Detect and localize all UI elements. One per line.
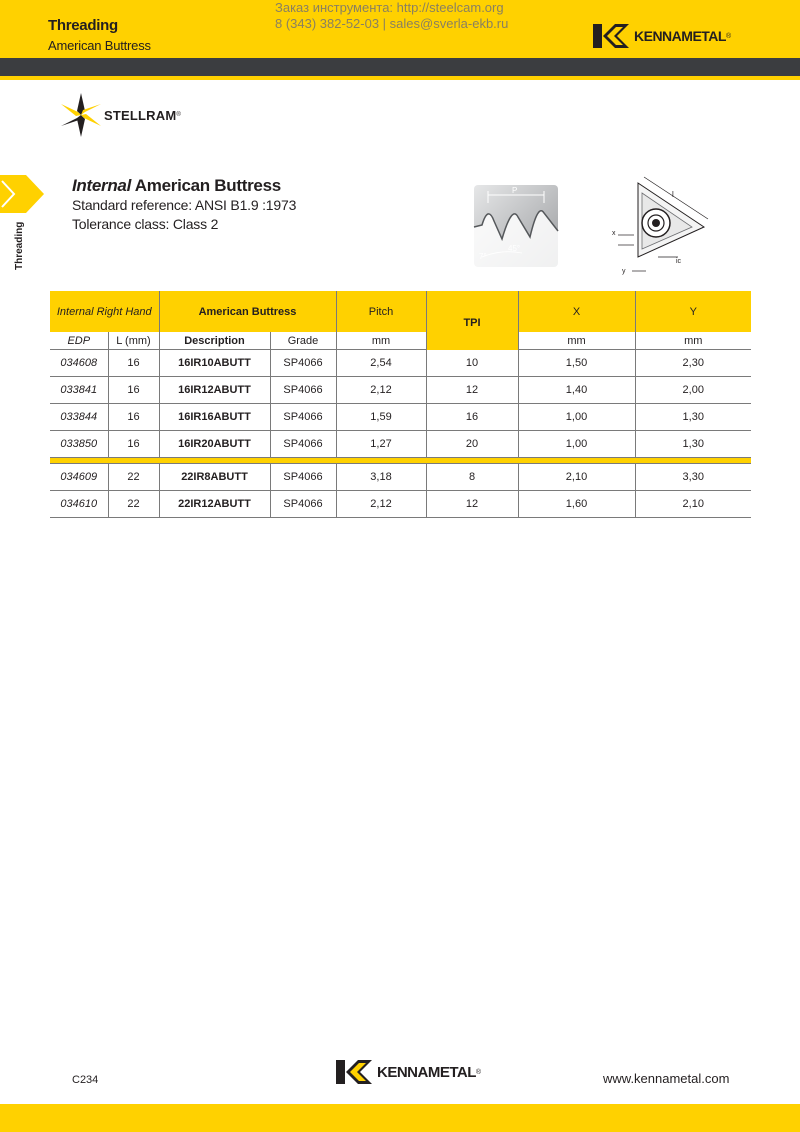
kennametal-logo-header (593, 24, 731, 48)
cell-grade: SP4066 (270, 431, 336, 458)
cell-desc: 16IR10ABUTT (159, 350, 270, 377)
page-number: C234 (72, 1074, 99, 1086)
dim-l-label: l (672, 190, 674, 199)
cell-x: 1,60 (518, 491, 635, 518)
cell-edp: 033844 (50, 404, 108, 431)
cell-pitch: 3,18 (336, 464, 426, 491)
stellram-tm: ® (176, 112, 181, 118)
table-row (50, 431, 751, 458)
kennametal-name: KENNAMETAL (634, 28, 726, 44)
kennametal-logo-footer (336, 1059, 481, 1085)
col-y-unit: mm (635, 332, 751, 350)
cell-l: 16 (108, 404, 159, 431)
cell-y: 2,30 (635, 350, 751, 377)
page-heading-italic: Internal (72, 176, 132, 195)
tolerance-class: Tolerance class: Class 2 (72, 216, 219, 232)
cell-tpi: 16 (426, 404, 518, 431)
cell-edp: 034610 (50, 491, 108, 518)
cell-l: 22 (108, 464, 159, 491)
kennametal-tm: ® (725, 32, 732, 40)
table-row (50, 464, 751, 491)
cell-grade: SP4066 (270, 377, 336, 404)
cell-y: 3,30 (635, 464, 751, 491)
cell-x: 1,50 (518, 350, 635, 377)
section-title: Threading (48, 17, 118, 34)
thread-profile-diagram (472, 183, 560, 269)
kennametal-mark-icon (336, 1059, 374, 1085)
cell-x: 1,00 (518, 431, 635, 458)
cell-desc: 22IR8ABUTT (159, 464, 270, 491)
col-y: Y (635, 291, 751, 332)
cell-l: 16 (108, 431, 159, 458)
cell-edp: 033841 (50, 377, 108, 404)
cell-tpi: 10 (426, 350, 518, 377)
dim-x-label: x (612, 230, 616, 237)
insert-diagram (608, 175, 718, 275)
kennametal-tm: ® (475, 1068, 482, 1076)
col-description: Description (159, 332, 270, 350)
cell-pitch: 2,12 (336, 491, 426, 518)
cell-edp: 034608 (50, 350, 108, 377)
col-l: L (mm) (108, 332, 159, 350)
col-pitch: Pitch (336, 291, 426, 332)
angle-45-label: 45° (508, 244, 521, 253)
stellram-logo (60, 92, 181, 138)
cell-grade: SP4066 (270, 404, 336, 431)
cell-x: 1,00 (518, 404, 635, 431)
kennametal-mark-icon (593, 24, 631, 48)
page-heading (72, 176, 281, 196)
col-pitch-unit: mm (336, 332, 426, 350)
cell-l: 22 (108, 491, 159, 518)
promo-line-2[interactable]: 8 (343) 382-52-03 | sales@sverla-ekb.ru (275, 16, 509, 31)
angle-7-label: 7° (479, 252, 487, 261)
cell-tpi: 12 (426, 491, 518, 518)
col-hand: Internal Right Hand (50, 291, 159, 332)
cell-y: 2,00 (635, 377, 751, 404)
cell-pitch: 2,12 (336, 377, 426, 404)
cell-desc: 16IR20ABUTT (159, 431, 270, 458)
cell-l: 16 (108, 377, 159, 404)
cell-grade: SP4066 (270, 491, 336, 518)
side-tab-arrow-icon (0, 175, 44, 213)
dim-ic-label: ic (676, 258, 682, 265)
cell-pitch: 2,54 (336, 350, 426, 377)
col-x-unit: mm (518, 332, 635, 350)
cell-pitch: 1,59 (336, 404, 426, 431)
side-tab-label: Threading (14, 221, 25, 270)
stellram-name: STELLRAM (104, 107, 177, 123)
stellram-star-icon (60, 92, 102, 138)
header-dark-band (0, 58, 800, 76)
cell-y: 2,10 (635, 491, 751, 518)
section-subtitle: American Buttress (48, 38, 151, 53)
cell-x: 2,10 (518, 464, 635, 491)
cell-y: 1,30 (635, 431, 751, 458)
table-header-row (50, 291, 751, 332)
table-row (50, 350, 751, 377)
table-row (50, 491, 751, 518)
footer-band (0, 1104, 800, 1132)
table-subheader-row (50, 332, 751, 350)
cell-grade: SP4066 (270, 350, 336, 377)
header-accent-line (0, 76, 800, 80)
cell-y: 1,30 (635, 404, 751, 431)
cell-edp: 034609 (50, 464, 108, 491)
cell-desc: 22IR12ABUTT (159, 491, 270, 518)
promo-line-1[interactable]: Заказ инструмента: http://steelcam.org (275, 0, 504, 15)
cell-desc: 16IR16ABUTT (159, 404, 270, 431)
col-edp: EDP (50, 332, 108, 350)
col-tpi: TPI (426, 291, 518, 350)
cell-l: 16 (108, 350, 159, 377)
cell-tpi: 8 (426, 464, 518, 491)
col-family: American Buttress (159, 291, 336, 332)
page-heading-rest: American Buttress (131, 176, 281, 195)
product-table (50, 291, 751, 518)
kennametal-name: KENNAMETAL (377, 1063, 476, 1081)
dim-y-label: y (622, 268, 626, 275)
cell-desc: 16IR12ABUTT (159, 377, 270, 404)
cell-tpi: 12 (426, 377, 518, 404)
table-row (50, 404, 751, 431)
col-x: X (518, 291, 635, 332)
promo-block (275, 0, 508, 32)
cell-x: 1,40 (518, 377, 635, 404)
col-grade: Grade (270, 332, 336, 350)
pitch-label: P (512, 186, 518, 195)
standard-reference: Standard reference: ANSI B1.9 :1973 (72, 197, 297, 213)
website-link[interactable]: www.kennametal.com (603, 1071, 730, 1086)
cell-grade: SP4066 (270, 464, 336, 491)
cell-tpi: 20 (426, 431, 518, 458)
cell-edp: 033850 (50, 431, 108, 458)
cell-pitch: 1,27 (336, 431, 426, 458)
table-row (50, 377, 751, 404)
